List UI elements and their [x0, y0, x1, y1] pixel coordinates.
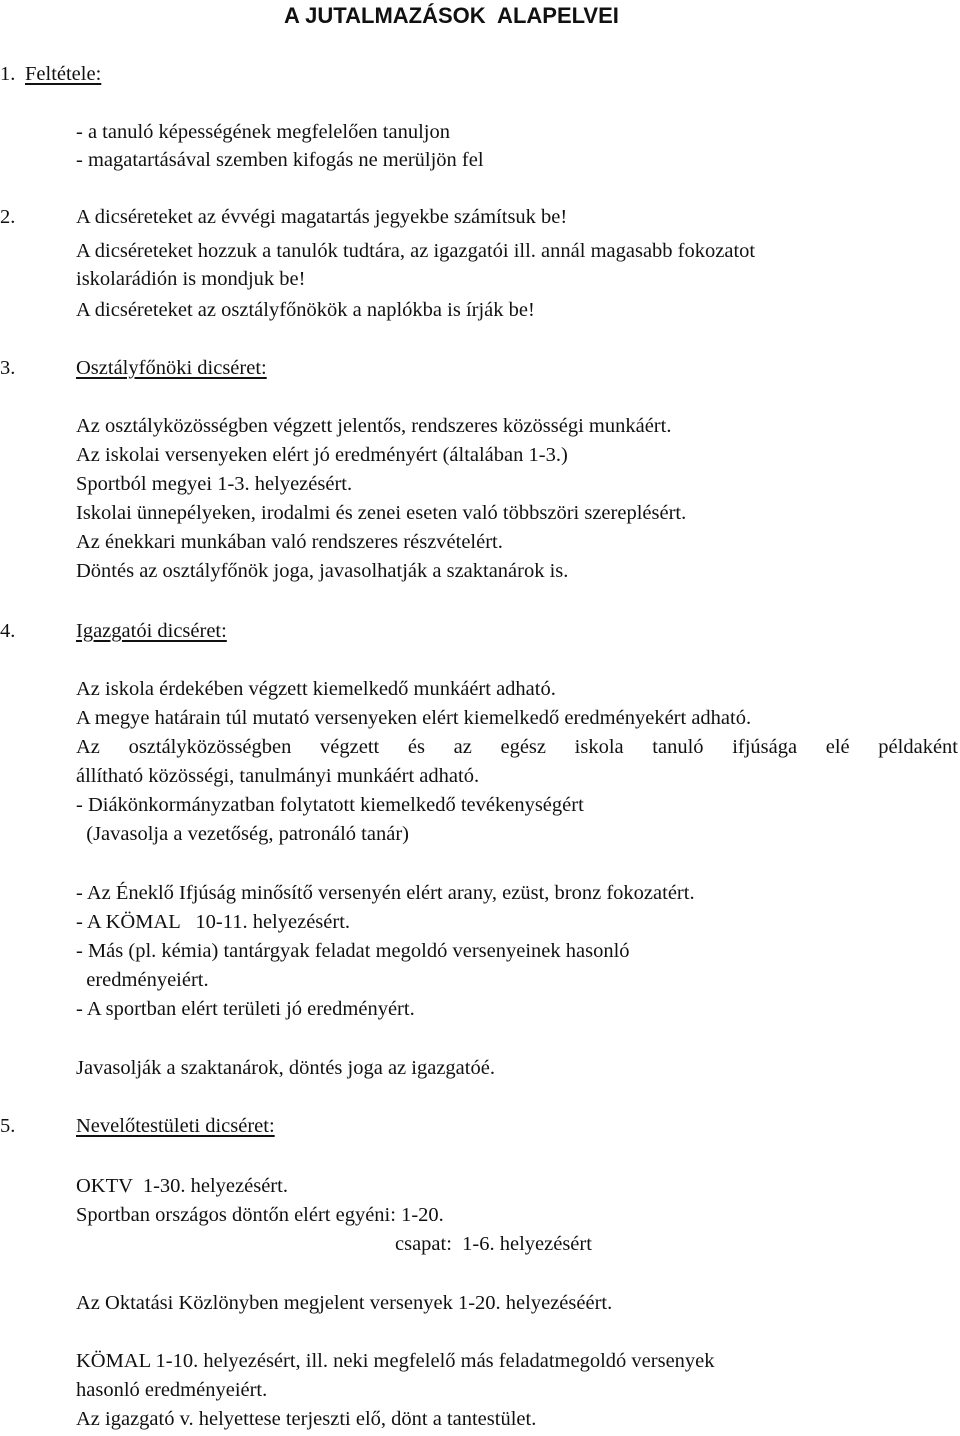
section-5-heading: Nevelőtestületi dicséret: — [76, 1115, 275, 1137]
text-line: - a tanuló képességének megfelelően tanuljon — [76, 121, 450, 143]
text-line: Sportból megyei 1-3. helyezésért. — [76, 473, 353, 495]
text-line: A megye határain túl mutató versenyeken elért kiemelkedő eredményekért adható. — [76, 707, 752, 729]
section-3-number: 3. — [0, 357, 16, 379]
section-4-number: 4. — [0, 620, 16, 642]
text-line: - Az Éneklő Ifjúság minősítő versenyén elért arany, ezüst, bronz fokozatért. — [76, 882, 695, 904]
text-line: - A sportban elért területi jó eredményért. — [76, 998, 415, 1020]
text-line: Az énekkari munkában való rendszeres részvételért. — [76, 531, 503, 553]
page-title: A JUTALMAZÁSOK ALAPELVEI — [284, 3, 619, 28]
text-line: - Más (pl. kémia) tantárgyak feladat megoldó versenyeinek hasonló — [76, 940, 630, 962]
section-1-number: 1. — [0, 63, 16, 85]
text-line: Iskolai ünnepélyeken, irodalmi és zenei eseten való többszöri szereplésért. — [76, 502, 687, 524]
text-line: A dicséreteket hozzuk a tanulók tudtára, az igazgatói ill. annál magasabb fokozatot — [76, 240, 756, 262]
text-line: Javasolják a szaktanárok, döntés joga az igazgatóé. — [76, 1057, 495, 1079]
text-line: eredményeiért. — [76, 969, 209, 991]
text-line: Az iskolai versenyeken elért jó eredményért (általában 1-3.) — [76, 444, 568, 466]
text-line: Sportban országos döntőn elért egyéni: 1-20. — [76, 1204, 444, 1226]
text-line: - A KÖMAL 10-11. helyezésért. — [76, 911, 351, 933]
section-2-number: 2. — [0, 206, 16, 228]
section-5-number: 5. — [0, 1115, 16, 1137]
text-line: - Diákönkormányzatban folytatott kiemelkedő tevékenységért — [76, 794, 584, 816]
text-line: Az osztályközösségben végzett jelentős, rendszeres közösségi munkáért. — [76, 415, 672, 437]
text-line: - magatartásával szemben kifogás ne merüljön fel — [76, 149, 484, 171]
text-line: Az Oktatási Közlönyben megjelent versenyek 1-20. helyezéséért. — [76, 1292, 613, 1314]
text-line: Az iskola érdekében végzett kiemelkedő munkáért adható. — [76, 678, 556, 700]
section-1-heading: Feltétele: — [25, 63, 102, 85]
text-line: Az osztályközösségben végzett és az egész iskola tanuló ifjúsága elé példaként — [76, 736, 958, 758]
text-line: OKTV 1-30. helyezésért. — [76, 1175, 288, 1197]
text-line: (Javasolja a vezetőség, patronáló tanár) — [76, 823, 409, 845]
text-line: A dicséreteket az évvégi magatartás jegyekbe számítsuk be! — [76, 206, 568, 228]
text-line: Az igazgató v. helyettese terjeszti elő, dönt a tantestület. — [76, 1408, 537, 1430]
section-4-heading: Igazgatói dicséret: — [76, 620, 227, 642]
text-line: állítható közösségi, tanulmányi munkáért adható. — [76, 765, 480, 787]
section-3-heading: Osztályfőnöki dicséret: — [76, 357, 267, 379]
text-line: KÖMAL 1-10. helyezésért, ill. neki megfelelő más feladatmegoldó versenyek — [76, 1350, 715, 1372]
text-line: A dicséreteket az osztályfőnökök a naplókba is írják be! — [76, 299, 535, 321]
text-line: csapat: 1-6. helyezésért — [395, 1233, 592, 1255]
text-line: Döntés az osztályfőnök joga, javasolhatják a szaktanárok is. — [76, 560, 569, 582]
text-line: iskolarádión is mondjuk be! — [76, 268, 306, 290]
text-line: hasonló eredményeiért. — [76, 1379, 268, 1401]
